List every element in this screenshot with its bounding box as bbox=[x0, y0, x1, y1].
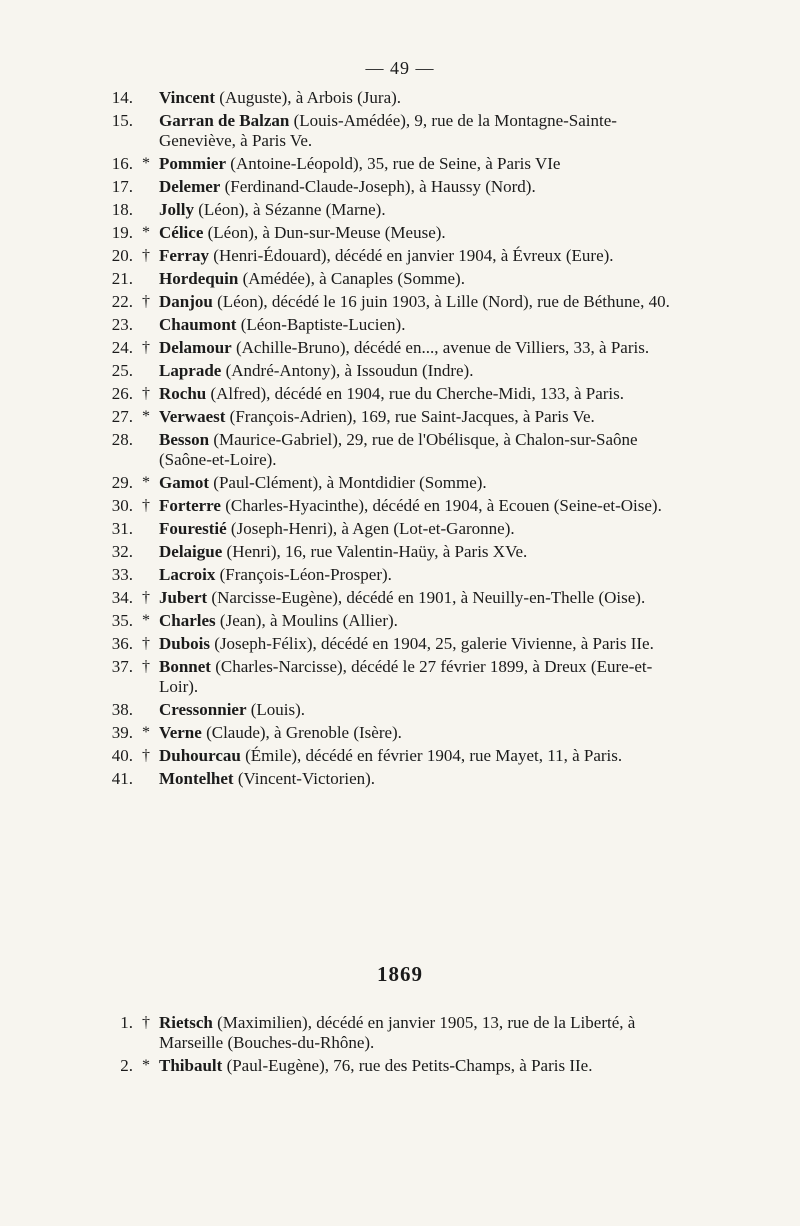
entry-number: 28. bbox=[111, 430, 133, 449]
entry-details: (Louis-Amédée), 9, rue de la Montagne-Sainte-Geneviève, à Paris Ve. bbox=[159, 111, 617, 150]
entry-number: 34. bbox=[111, 588, 133, 607]
entry-details: (Narcisse-Eugène), décédé en 1901, à Neuilly-en-Thelle (Oise). bbox=[207, 588, 646, 607]
list-item bbox=[105, 588, 675, 608]
list-item bbox=[105, 338, 675, 358]
entry-surname: Dubois bbox=[159, 634, 211, 653]
entry-mark bbox=[133, 542, 159, 562]
entry-details: (Charles-Hyacinthe), décédé en 1904, à Ecouen (Seine-et-Oise). bbox=[220, 496, 662, 515]
entry-details: (Léon-Baptiste-Lucien). bbox=[236, 315, 406, 334]
list-item bbox=[105, 154, 675, 174]
entry-details: (Vincent-Victorien). bbox=[233, 769, 376, 788]
entry-number: 32. bbox=[111, 542, 133, 561]
entry-mark: † bbox=[142, 747, 150, 764]
entry-number: 41. bbox=[111, 769, 133, 788]
entry-mark: * bbox=[142, 224, 150, 241]
list-item bbox=[105, 223, 675, 243]
entry-details: (Louis). bbox=[246, 700, 306, 719]
entry-mark: † bbox=[142, 339, 150, 356]
entry-surname: Verne bbox=[159, 723, 202, 742]
entry-surname: Chaumont bbox=[159, 315, 237, 334]
entry-text bbox=[159, 200, 675, 220]
entry-surname: Forterre bbox=[159, 496, 221, 515]
entry-mark: † bbox=[142, 247, 150, 264]
list-item bbox=[105, 565, 675, 585]
list-item bbox=[105, 88, 675, 108]
list-item bbox=[105, 361, 675, 381]
entry-surname: Danjou bbox=[159, 292, 213, 311]
entry-text bbox=[159, 384, 675, 404]
entry-details: (Léon), à Sézanne (Marne). bbox=[193, 200, 386, 219]
list-item bbox=[105, 1056, 675, 1076]
entry-text bbox=[159, 746, 675, 766]
entry-text bbox=[159, 723, 675, 743]
list-item bbox=[105, 111, 675, 151]
entry-mark bbox=[133, 430, 159, 470]
list-item bbox=[105, 200, 675, 220]
entry-details: (André-Antony), à Issoudun (Indre). bbox=[221, 361, 474, 380]
entry-surname: Hordequin bbox=[159, 269, 239, 288]
entry-text bbox=[159, 315, 675, 335]
list-item bbox=[105, 723, 675, 743]
entry-text bbox=[159, 542, 675, 562]
entry-surname: Charles bbox=[159, 611, 216, 630]
entry-number: 25. bbox=[111, 361, 133, 380]
entry-surname: Fourestié bbox=[159, 519, 227, 538]
entry-number: 14. bbox=[111, 88, 133, 107]
entry-text bbox=[159, 111, 675, 151]
entry-surname: Bonnet bbox=[159, 657, 211, 676]
entry-surname: Delemer bbox=[159, 177, 221, 196]
entry-surname: Pommier bbox=[159, 154, 227, 173]
list-item bbox=[105, 473, 675, 493]
entry-text bbox=[159, 473, 675, 493]
entry-surname: Vincent bbox=[159, 88, 216, 107]
entry-mark: † bbox=[142, 293, 150, 310]
entry-mark: * bbox=[142, 724, 150, 741]
entry-number: 2. bbox=[120, 1056, 133, 1075]
entry-mark: * bbox=[142, 155, 150, 172]
entry-mark: † bbox=[142, 1014, 150, 1031]
entry-number: 35. bbox=[111, 611, 133, 630]
entry-text bbox=[159, 1013, 675, 1053]
entry-surname: Thibault bbox=[159, 1056, 223, 1075]
entry-details: (Achille-Bruno), décédé en..., avenue de Villiers, 33, à Paris. bbox=[231, 338, 650, 357]
entry-number: 22. bbox=[111, 292, 133, 311]
entry-number: 30. bbox=[111, 496, 133, 515]
list-item bbox=[105, 430, 675, 470]
entry-surname: Cressonnier bbox=[159, 700, 247, 719]
entry-number: 36. bbox=[111, 634, 133, 653]
entry-number: 24. bbox=[111, 338, 133, 357]
list-item bbox=[105, 1013, 675, 1053]
entry-details: (Léon), à Dun-sur-Meuse (Meuse). bbox=[203, 223, 446, 242]
entry-mark: † bbox=[142, 385, 150, 402]
entry-surname: Gamot bbox=[159, 473, 210, 492]
entry-details: (Claude), à Grenoble (Isère). bbox=[201, 723, 402, 742]
entry-surname: Laprade bbox=[159, 361, 222, 380]
entry-details: (Paul-Eugène), 76, rue des Petits-Champs, à Paris IIe. bbox=[222, 1056, 593, 1075]
entry-surname: Duhourcau bbox=[159, 746, 241, 765]
entry-number: 17. bbox=[111, 177, 133, 196]
entry-mark bbox=[133, 111, 159, 151]
list-item bbox=[105, 246, 675, 266]
entry-surname: Rietsch bbox=[159, 1013, 213, 1032]
entry-number: 23. bbox=[111, 315, 133, 334]
list-item bbox=[105, 634, 675, 654]
entry-text bbox=[159, 588, 675, 608]
entry-details: (François-Léon-Prosper). bbox=[215, 565, 392, 584]
entry-mark: * bbox=[142, 474, 150, 491]
entry-text bbox=[159, 338, 675, 358]
entry-mark: † bbox=[142, 658, 150, 675]
entry-mark bbox=[133, 519, 159, 539]
page-number: — 49 — bbox=[365, 58, 435, 78]
entry-text bbox=[159, 700, 675, 720]
entry-mark bbox=[133, 177, 159, 197]
entry-text bbox=[159, 430, 675, 470]
entry-number: 39. bbox=[111, 723, 133, 742]
entry-text bbox=[159, 269, 675, 289]
entry-details: (Maximilien), décédé en janvier 1905, 13, rue de la Liberté, à Marseille (Bouches-du-Rhône). bbox=[159, 1013, 636, 1052]
entry-mark bbox=[133, 361, 159, 381]
entry-mark bbox=[133, 269, 159, 289]
entry-surname: Ferray bbox=[159, 246, 210, 265]
entry-text bbox=[159, 407, 675, 427]
entry-mark: † bbox=[142, 589, 150, 606]
entry-mark: * bbox=[142, 612, 150, 629]
entry-number: 18. bbox=[111, 200, 133, 219]
entry-text bbox=[159, 657, 675, 697]
entry-details: (Jean), à Moulins (Allier). bbox=[215, 611, 398, 630]
list-item bbox=[105, 542, 675, 562]
list-item bbox=[105, 657, 675, 697]
entry-surname: Célice bbox=[159, 223, 204, 242]
entry-surname: Montelhet bbox=[159, 769, 234, 788]
list-item bbox=[105, 769, 675, 789]
entry-details: (Joseph-Henri), à Agen (Lot-et-Garonne). bbox=[226, 519, 515, 538]
entry-mark: * bbox=[142, 1057, 150, 1074]
entry-details: (Auguste), à Arbois (Jura). bbox=[215, 88, 402, 107]
entry-details: (Alfred), décédé en 1904, rue du Cherche-Midi, 133, à Paris. bbox=[206, 384, 625, 403]
entry-mark: * bbox=[142, 408, 150, 425]
entry-details: (Antoine-Léopold), 35, rue de Seine, à Paris VIe bbox=[226, 154, 561, 173]
entry-number: 29. bbox=[111, 473, 133, 492]
entry-surname: Jubert bbox=[159, 588, 208, 607]
entry-details: (Henri), 16, rue Valentin-Haüy, à Paris XVe. bbox=[222, 542, 528, 561]
entry-number: 16. bbox=[111, 154, 133, 173]
list-item bbox=[105, 269, 675, 289]
entry-mark bbox=[133, 700, 159, 720]
entry-details: (Maurice-Gabriel), 29, rue de l'Obélisque, à Chalon-sur-Saône (Saône-et-Loire). bbox=[159, 430, 638, 469]
entry-details: (Charles-Narcisse), décédé le 27 février 1899, à Dreux (Eure-et-Loir). bbox=[159, 657, 653, 696]
entry-number: 31. bbox=[111, 519, 133, 538]
entry-number: 37. bbox=[111, 657, 133, 676]
entry-text bbox=[159, 361, 675, 381]
entry-text bbox=[159, 177, 675, 197]
entry-details: (Amédée), à Canaples (Somme). bbox=[238, 269, 465, 288]
entry-text bbox=[159, 223, 675, 243]
entry-number: 15. bbox=[111, 111, 133, 130]
list-item bbox=[105, 177, 675, 197]
entry-surname: Jolly bbox=[159, 200, 194, 219]
entry-details: (Émile), décédé en février 1904, rue Mayet, 11, à Paris. bbox=[240, 746, 623, 765]
entry-number: 21. bbox=[111, 269, 133, 288]
entry-list-1869 bbox=[105, 1013, 675, 1079]
entry-text bbox=[159, 88, 675, 108]
list-item bbox=[105, 700, 675, 720]
entry-details: (Joseph-Félix), décédé en 1904, 25, galerie Vivienne, à Paris IIe. bbox=[210, 634, 654, 653]
entry-mark bbox=[133, 88, 159, 108]
entry-details: (Henri-Édouard), décédé en janvier 1904, à Évreux (Eure). bbox=[209, 246, 614, 265]
entry-text bbox=[159, 154, 675, 174]
entry-number: 20. bbox=[111, 246, 133, 265]
entry-details: (Paul-Clément), à Montdidier (Somme). bbox=[209, 473, 487, 492]
entry-mark bbox=[133, 200, 159, 220]
entry-text bbox=[159, 565, 675, 585]
entry-number: 1. bbox=[120, 1013, 133, 1032]
entry-surname: Delamour bbox=[159, 338, 232, 357]
entry-surname: Besson bbox=[159, 430, 210, 449]
list-item bbox=[105, 384, 675, 404]
entry-number: 27. bbox=[111, 407, 133, 426]
list-item bbox=[105, 496, 675, 516]
entry-text bbox=[159, 769, 675, 789]
entry-text bbox=[159, 496, 675, 516]
entry-text bbox=[159, 634, 675, 654]
entry-text bbox=[159, 611, 675, 631]
entry-number: 33. bbox=[111, 565, 133, 584]
entry-surname: Garran de Balzan bbox=[159, 111, 290, 130]
entry-number: 26. bbox=[111, 384, 133, 403]
entry-mark: † bbox=[142, 635, 150, 652]
list-item bbox=[105, 746, 675, 766]
entry-text bbox=[159, 246, 675, 266]
entry-surname: Delaigue bbox=[159, 542, 223, 561]
entry-mark bbox=[133, 769, 159, 789]
entry-text bbox=[159, 1056, 675, 1076]
entry-surname: Lacroix bbox=[159, 565, 216, 584]
entry-number: 38. bbox=[111, 700, 133, 719]
entry-details: (François-Adrien), 169, rue Saint-Jacques, à Paris Ve. bbox=[225, 407, 595, 426]
entry-list bbox=[105, 88, 675, 792]
entry-number: 19. bbox=[111, 223, 133, 242]
list-item bbox=[105, 407, 675, 427]
entry-surname: Verwaest bbox=[159, 407, 226, 426]
list-item bbox=[105, 611, 675, 631]
entry-details: (Léon), décédé le 16 juin 1903, à Lille (Nord), rue de Béthune, 40. bbox=[212, 292, 670, 311]
entry-surname: Rochu bbox=[159, 384, 207, 403]
list-item bbox=[105, 292, 675, 312]
entry-number: 40. bbox=[111, 746, 133, 765]
entry-details: (Ferdinand-Claude-Joseph), à Haussy (Nord). bbox=[220, 177, 536, 196]
section-year-heading: 1869 bbox=[377, 962, 423, 986]
list-item bbox=[105, 519, 675, 539]
entry-text bbox=[159, 292, 675, 312]
entry-text bbox=[159, 519, 675, 539]
entry-mark bbox=[133, 565, 159, 585]
entry-mark bbox=[133, 315, 159, 335]
list-item bbox=[105, 315, 675, 335]
entry-mark: † bbox=[142, 497, 150, 514]
